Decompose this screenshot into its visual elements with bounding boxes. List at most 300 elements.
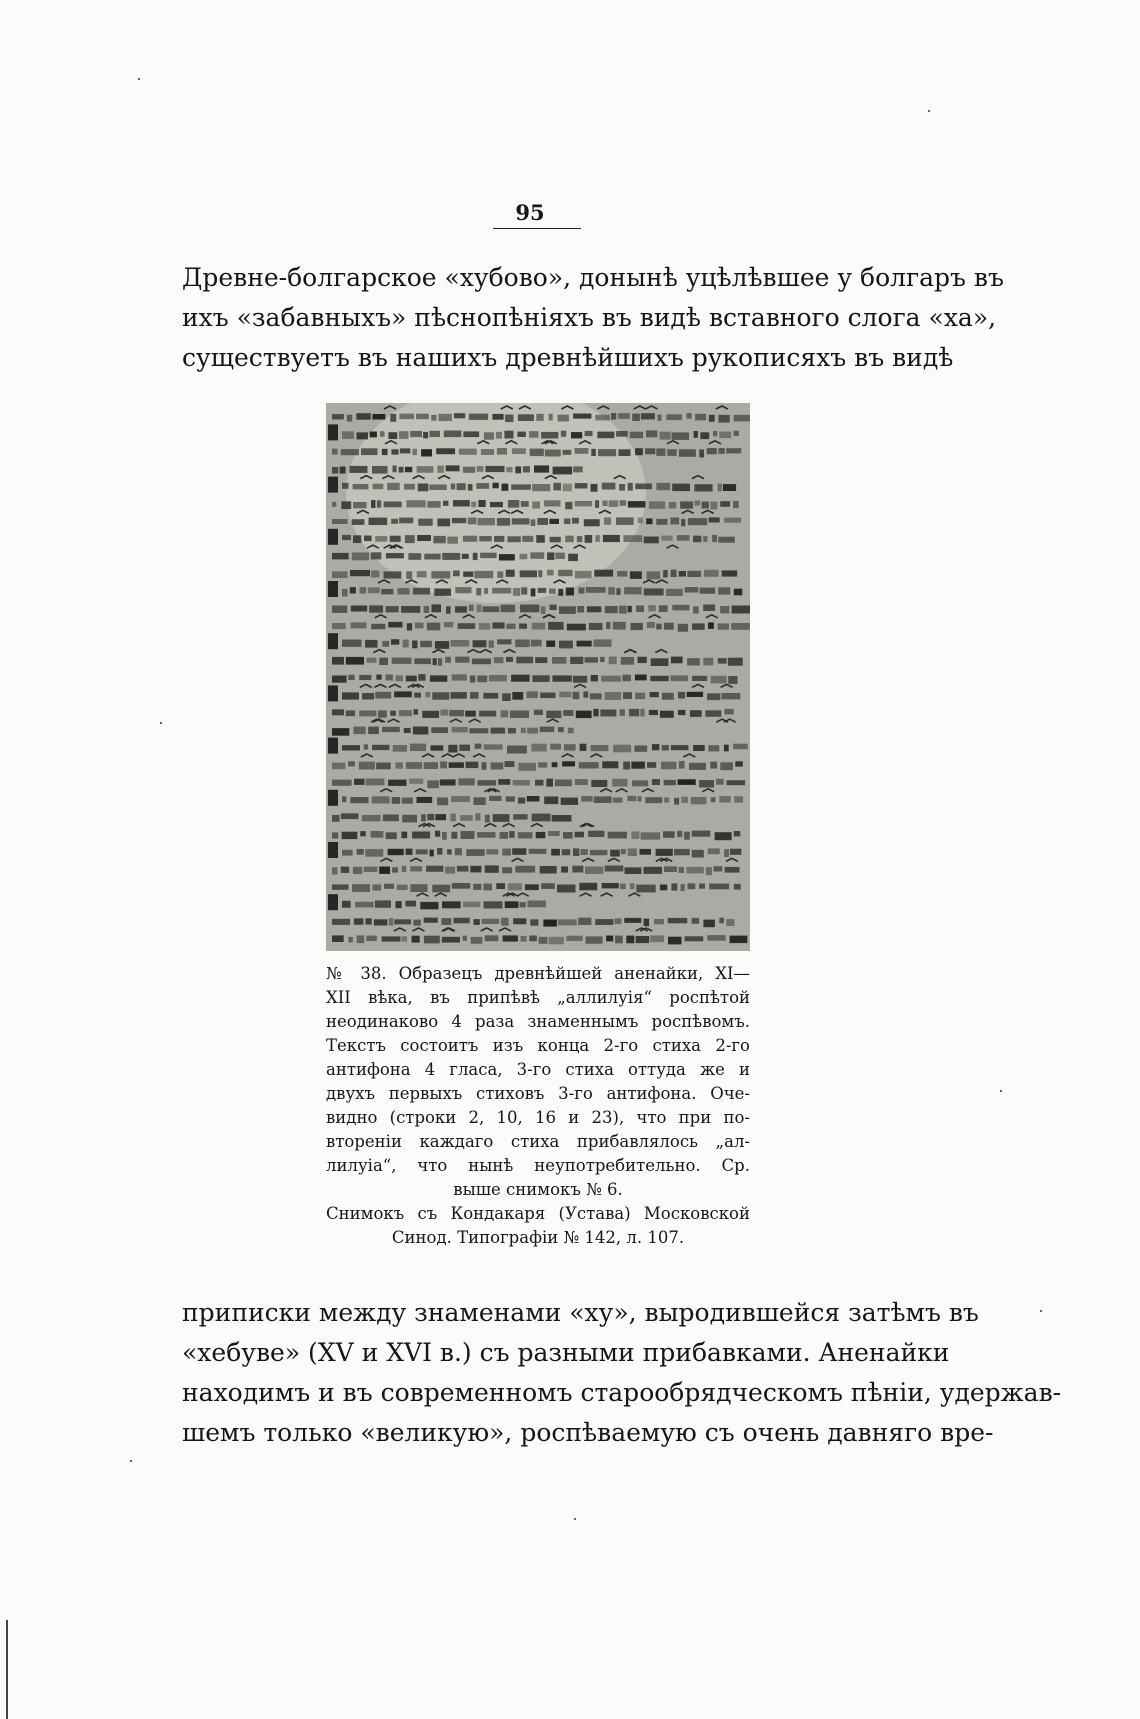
manuscript-stroke <box>384 502 402 508</box>
manuscript-stroke <box>591 675 598 681</box>
manuscript-stroke <box>508 883 522 890</box>
manuscript-stroke <box>731 623 750 630</box>
manuscript-stroke <box>594 570 613 577</box>
manuscript-stroke <box>631 623 643 630</box>
manuscript-stroke <box>332 623 346 629</box>
manuscript-stroke <box>615 918 622 924</box>
manuscript-stroke <box>644 919 650 927</box>
manuscript-stroke <box>394 919 411 924</box>
manuscript-stroke <box>552 657 566 664</box>
manuscript-stroke <box>332 606 347 613</box>
manuscript-stroke <box>547 552 554 560</box>
manuscript-stroke <box>519 763 537 771</box>
manuscript-stroke <box>371 571 379 578</box>
manuscript-stroke <box>414 693 421 698</box>
manuscript-stroke <box>353 502 367 508</box>
manuscript-stroke <box>402 798 413 804</box>
manuscript-stroke <box>724 709 733 715</box>
manuscript-stroke <box>355 902 374 908</box>
manuscript-stroke <box>479 536 491 541</box>
manuscript-stroke <box>692 831 711 837</box>
manuscript-stroke <box>656 483 670 490</box>
manuscript-stroke <box>595 919 613 925</box>
manuscript-stroke <box>600 710 616 717</box>
manuscript-stroke <box>628 606 632 612</box>
manuscript-stroke <box>354 727 366 735</box>
manuscript-stroke <box>632 414 640 421</box>
neume-mark <box>616 789 628 792</box>
manuscript-stroke <box>512 848 526 855</box>
manuscript-stroke <box>388 432 397 439</box>
manuscript-stroke <box>441 918 451 925</box>
manuscript-stroke <box>486 849 498 854</box>
manuscript-stroke <box>708 622 714 629</box>
manuscript-stroke <box>672 432 690 440</box>
manuscript-stroke <box>625 867 642 874</box>
manuscript-stroke <box>410 744 426 751</box>
manuscript-stroke <box>362 815 381 821</box>
manuscript-stroke <box>573 676 587 683</box>
manuscript-stroke <box>598 449 616 456</box>
neume-mark <box>726 858 738 861</box>
manuscript-stroke <box>406 762 422 769</box>
manuscript-stroke <box>444 622 453 627</box>
manuscript-stroke <box>567 624 586 631</box>
manuscript-stroke <box>602 883 619 888</box>
manuscript-stroke <box>664 780 676 785</box>
manuscript-stroke <box>562 761 575 766</box>
manuscript-stroke <box>414 658 431 664</box>
manuscript-stroke <box>619 484 625 491</box>
manuscript-stroke <box>734 831 741 836</box>
neume-mark <box>480 650 492 653</box>
neume-mark <box>375 615 387 618</box>
neume-mark <box>435 893 447 896</box>
manuscript-stroke <box>536 535 545 543</box>
manuscript-stroke <box>558 570 572 576</box>
manuscript-stroke <box>727 780 746 785</box>
manuscript-stroke <box>590 693 602 699</box>
manuscript-stroke <box>435 641 449 649</box>
manuscript-stroke <box>521 501 529 507</box>
caption-line: вторенiи каждаго стиха прибавлялось „ал- <box>326 1132 750 1151</box>
neume-mark <box>414 789 426 792</box>
manuscript-stroke <box>558 589 563 596</box>
manuscript-stroke <box>455 848 462 855</box>
neume-mark <box>378 580 390 583</box>
manuscript-stroke <box>735 761 743 766</box>
manuscript-stroke <box>332 780 352 786</box>
manuscript-stroke <box>477 832 495 838</box>
manuscript-stroke <box>465 711 476 717</box>
scan-speck <box>928 110 930 112</box>
manuscript-stroke <box>597 432 614 439</box>
manuscript-stroke <box>558 415 569 422</box>
neume-mark <box>360 684 372 687</box>
manuscript-stroke <box>434 589 451 596</box>
manuscript-stroke <box>656 849 673 856</box>
neume-mark <box>655 650 667 653</box>
neume-mark <box>600 789 612 792</box>
manuscript-stroke <box>550 537 561 543</box>
manuscript-stroke <box>734 589 743 596</box>
manuscript-stroke <box>588 831 604 837</box>
manuscript-stroke <box>427 623 441 631</box>
manuscript-stroke <box>612 779 627 787</box>
manuscript-stroke <box>546 641 555 647</box>
manuscript-stroke <box>734 884 741 890</box>
manuscript-stroke <box>662 745 669 751</box>
manuscript-stroke <box>425 692 430 697</box>
manuscript-stroke <box>431 415 436 421</box>
manuscript-stroke <box>608 587 615 595</box>
manuscript-stroke <box>718 623 729 629</box>
manuscript-stroke <box>421 449 432 456</box>
manuscript-stroke <box>506 467 512 472</box>
manuscript-stroke <box>586 936 603 943</box>
neume-mark <box>503 650 515 653</box>
manuscript-stroke <box>572 866 583 873</box>
manuscript-stroke <box>442 832 447 840</box>
manuscript-stroke <box>388 849 404 855</box>
manuscript-stroke <box>458 623 476 629</box>
neume-mark <box>413 928 425 931</box>
manuscript-stroke <box>474 571 493 578</box>
manuscript-stroke <box>383 815 399 822</box>
manuscript-stroke <box>707 448 717 454</box>
manuscript-stroke <box>521 936 527 942</box>
manuscript-stroke <box>451 640 470 647</box>
manuscript-stroke <box>399 431 409 439</box>
manuscript-stroke <box>332 502 336 507</box>
manuscript-stroke <box>585 535 593 543</box>
manuscript-stroke <box>555 553 565 559</box>
manuscript-stroke <box>692 623 705 629</box>
manuscript-stroke <box>340 467 346 474</box>
manuscript-stroke <box>332 676 347 683</box>
manuscript-stroke <box>620 500 627 506</box>
neume-mark <box>512 858 524 861</box>
manuscript-stroke <box>471 502 476 508</box>
manuscript-stroke <box>420 902 438 909</box>
manuscript-stroke <box>511 675 529 682</box>
manuscript-stroke <box>575 832 584 838</box>
manuscript-stroke <box>399 414 414 420</box>
manuscript-stroke <box>353 535 361 543</box>
manuscript-stroke <box>448 745 457 753</box>
manuscript-stroke <box>470 866 481 873</box>
manuscript-stroke <box>733 501 739 508</box>
manuscript-stroke <box>631 762 645 769</box>
manuscript-stroke <box>580 849 588 855</box>
manuscript-stroke <box>692 918 700 924</box>
manuscript-stroke <box>527 691 538 698</box>
manuscript-stroke <box>392 867 398 872</box>
neume-mark <box>467 650 479 653</box>
manuscript-stroke <box>451 692 467 699</box>
manuscript-stroke <box>693 606 699 613</box>
manuscript-stroke <box>593 709 598 717</box>
manuscript-stroke <box>348 675 354 680</box>
manuscript-stroke <box>529 849 547 854</box>
manuscript-stroke <box>359 711 376 717</box>
manuscript-stroke <box>539 937 548 944</box>
manuscript-stroke <box>332 815 340 822</box>
manuscript-stroke <box>624 587 641 594</box>
manuscript-stroke <box>585 867 603 875</box>
manuscript-stroke <box>611 413 616 420</box>
manuscript-stroke <box>724 745 729 752</box>
manuscript-stroke <box>393 745 407 752</box>
manuscript-stroke <box>480 553 497 558</box>
manuscript-stroke <box>372 414 385 420</box>
manuscript-stroke <box>530 449 544 457</box>
manuscript-stroke <box>578 587 584 593</box>
manuscript-stroke <box>454 413 465 418</box>
neume-mark <box>590 754 602 757</box>
manuscript-stroke <box>485 935 499 941</box>
scan-speck <box>160 722 162 724</box>
manuscript-stroke <box>477 605 482 613</box>
manuscript-stroke <box>449 762 464 768</box>
manuscript-stroke <box>391 449 398 454</box>
manuscript-stroke <box>638 518 643 524</box>
manuscript-stroke <box>485 865 499 872</box>
manuscript-stroke <box>546 711 561 718</box>
caption-source-line: Снимокъ съ Кондакаря (Устава) Московской <box>326 1204 750 1223</box>
manuscript-stroke <box>430 431 441 437</box>
manuscript-stroke <box>623 762 630 770</box>
manuscript-stroke <box>628 501 646 508</box>
neume-mark <box>543 615 555 618</box>
manuscript-stroke <box>720 762 733 770</box>
neume-mark <box>394 928 406 931</box>
manuscript-stroke <box>506 624 515 629</box>
manuscript-stroke <box>413 449 418 455</box>
manuscript-stroke <box>404 728 411 733</box>
manuscript-stroke <box>455 606 467 613</box>
manuscript-stroke <box>497 448 507 455</box>
manuscript-stroke <box>647 571 661 579</box>
manuscript-stroke <box>635 675 647 681</box>
manuscript-stroke <box>356 413 371 420</box>
manuscript-stroke <box>660 711 674 718</box>
manuscript-stroke <box>724 518 741 523</box>
manuscript-stroke <box>732 606 750 614</box>
manuscript-stroke <box>668 918 688 923</box>
manuscript-stroke <box>372 884 381 890</box>
manuscript-stroke <box>681 797 688 803</box>
manuscript-stroke <box>463 431 479 437</box>
manuscript-stroke <box>372 745 389 750</box>
manuscript-stroke <box>558 919 577 925</box>
manuscript-stroke <box>401 606 420 613</box>
manuscript-stroke <box>492 414 503 420</box>
manuscript-stroke <box>364 744 368 749</box>
manuscript-stroke <box>700 588 716 594</box>
manuscript-stroke <box>718 484 722 492</box>
manuscript-stroke <box>501 605 516 613</box>
manuscript-stroke <box>373 484 384 490</box>
manuscript-stroke <box>688 883 696 889</box>
manuscript-stroke <box>606 936 613 942</box>
manuscript-stroke <box>332 553 349 560</box>
manuscript-stroke <box>613 745 631 753</box>
manuscript-stroke <box>463 536 477 542</box>
manuscript-stroke <box>451 832 457 839</box>
manuscript-stroke <box>552 815 572 822</box>
manuscript-stroke <box>687 571 701 577</box>
manuscript-stroke <box>532 814 551 822</box>
neume-mark <box>656 580 668 583</box>
manuscript-stroke <box>473 553 478 560</box>
neume-mark <box>706 615 718 618</box>
neume-mark <box>649 615 661 618</box>
neume-mark <box>361 754 373 757</box>
manuscript-stroke <box>379 658 388 665</box>
manuscript-stroke <box>631 831 639 839</box>
manuscript-stroke <box>535 780 544 786</box>
manuscript-stroke <box>618 449 630 456</box>
manuscript-stroke <box>679 449 696 457</box>
page-number-rule <box>493 228 581 229</box>
manuscript-stroke <box>564 744 576 750</box>
manuscript-stroke <box>709 517 720 522</box>
manuscript-stroke <box>342 745 360 750</box>
manuscript-stroke <box>389 918 394 926</box>
manuscript-stroke <box>466 849 484 856</box>
manuscript-stroke <box>540 727 555 733</box>
manuscript-stroke <box>521 587 527 594</box>
manuscript-stroke <box>342 535 351 540</box>
manuscript-stroke <box>581 796 592 802</box>
neume-mark <box>580 893 592 896</box>
manuscript-stroke <box>734 415 750 422</box>
manuscript-stroke <box>399 467 404 473</box>
neume-mark <box>380 858 392 861</box>
manuscript-stroke <box>360 831 366 836</box>
manuscript-stroke <box>638 657 647 663</box>
manuscript-stroke <box>549 937 564 945</box>
manuscript-stroke <box>602 483 616 490</box>
manuscript-stroke <box>563 710 573 716</box>
manuscript-stroke <box>634 746 647 752</box>
manuscript-stroke <box>405 535 415 543</box>
manuscript-stroke <box>379 867 390 874</box>
manuscript-stroke <box>725 867 740 873</box>
manuscript-stroke <box>617 571 627 577</box>
manuscript-stroke <box>424 554 440 560</box>
manuscript-stroke <box>346 710 355 716</box>
manuscript-stroke <box>453 571 460 577</box>
manuscript-stroke <box>342 901 351 908</box>
manuscript-stroke <box>460 815 473 821</box>
manuscript-stroke <box>406 849 413 855</box>
manuscript-stroke <box>594 796 612 803</box>
manuscript-stroke <box>523 466 530 472</box>
manuscript-stroke <box>350 466 368 473</box>
manuscript-stroke <box>573 692 580 699</box>
manuscript-stroke <box>619 606 627 614</box>
manuscript-stroke <box>436 448 455 454</box>
manuscript-stroke <box>418 674 425 681</box>
manuscript-stroke <box>708 848 720 854</box>
paragraph-top <box>182 258 1004 378</box>
manuscript-stroke <box>365 849 383 857</box>
manuscript-stroke <box>528 901 547 908</box>
manuscript-stroke <box>473 640 487 647</box>
manuscript-stroke <box>478 500 485 507</box>
manuscript-stroke <box>446 465 460 471</box>
manuscript-stroke <box>453 500 470 506</box>
manuscript-stroke <box>722 570 738 576</box>
manuscript-stroke <box>686 413 691 419</box>
manuscript-stroke <box>347 415 352 422</box>
neume-mark <box>388 719 400 722</box>
manuscript-stroke <box>650 692 659 697</box>
manuscript-stroke <box>529 431 538 438</box>
manuscript-stroke <box>503 935 518 941</box>
manuscript-stroke <box>658 415 662 421</box>
manuscript-stroke <box>699 780 714 787</box>
neume-mark <box>716 406 728 409</box>
neume-mark <box>519 615 531 618</box>
manuscript-stroke <box>662 693 674 700</box>
manuscript-stroke <box>660 885 667 891</box>
manuscript-stroke <box>380 431 385 437</box>
manuscript-stroke <box>346 657 364 665</box>
manuscript-stroke <box>466 762 479 768</box>
manuscript-stroke <box>459 449 477 455</box>
manuscript-stroke <box>650 935 664 942</box>
manuscript-stroke <box>350 587 356 593</box>
manuscript-stroke <box>603 501 608 507</box>
manuscript-stroke <box>608 832 627 839</box>
manuscript-stroke <box>426 866 443 872</box>
manuscript-stroke <box>561 798 578 805</box>
manuscript-stroke <box>730 936 748 944</box>
manuscript-stroke <box>497 639 511 644</box>
manuscript-stroke <box>553 483 561 491</box>
manuscript-stroke <box>501 710 509 717</box>
paragraph-line: приписки между знаменами «ху», выродившейся затѣмъ въ <box>182 1298 979 1327</box>
manuscript-stroke <box>580 744 587 751</box>
manuscript-stroke <box>405 901 416 907</box>
neume-mark <box>646 406 658 409</box>
manuscript-stroke <box>532 623 546 630</box>
manuscript-stroke <box>623 692 632 699</box>
manuscript-stroke <box>484 884 493 891</box>
manuscript-stroke <box>332 519 348 524</box>
manuscript-stroke <box>573 414 591 419</box>
manuscript-stroke <box>720 501 730 507</box>
neume-mark <box>642 789 654 792</box>
manuscript-stroke <box>692 850 704 858</box>
manuscript-stroke <box>475 813 480 820</box>
manuscript-stroke <box>641 413 655 419</box>
manuscript-stroke <box>678 710 686 715</box>
manuscript-stroke <box>520 570 537 577</box>
initial-letter <box>328 581 338 597</box>
manuscript-stroke <box>621 849 626 854</box>
neume-mark <box>682 510 694 513</box>
manuscript-stroke <box>350 570 370 576</box>
manuscript-stroke <box>455 587 471 593</box>
manuscript-stroke <box>650 676 668 681</box>
manuscript-stroke <box>586 587 606 593</box>
manuscript-stroke <box>709 884 729 890</box>
manuscript-stroke <box>534 465 549 472</box>
